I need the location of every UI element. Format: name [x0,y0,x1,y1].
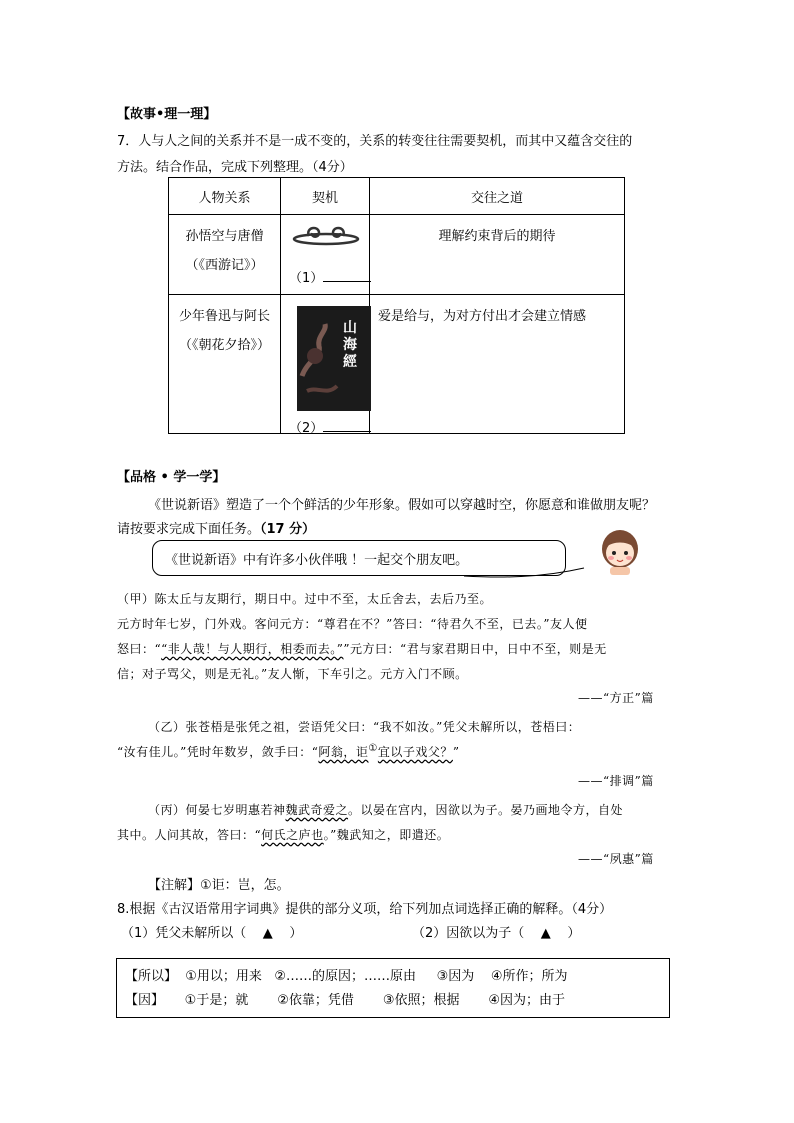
blank-1: （1） [289,267,371,286]
passage-jia-source: ——“方正”篇 [578,691,654,705]
passage-bing-source: ——“夙惠”篇 [578,852,654,866]
table-header-cell: 交往之道 [370,178,625,215]
passage-jia-line1: （甲）陈太丘与友期行，期日中。过中不至，太丘舍去，去后乃至。 [117,592,493,606]
table-row [169,295,625,434]
passage-yi-line1: （乙）张苍梧是张凭之祖，尝语凭父曰：“我不如汝。”凭父未解所以，苍梧曰： [148,720,581,734]
work-title: （《西游记》） [185,258,264,273]
passage-jia-line4: 信；对子骂父，则是无礼。”友人惭，下车引之。元方入门不顾。 [117,667,468,681]
way-text: 爱是给与，为对方付出才会建立情感 [378,309,587,324]
table-header-cell: 契机 [281,178,370,215]
way-text: 理解约束背后的期待 [438,229,556,244]
definition-row-suoyi: 【所以】 ①用以；用来 ②……的原因；……原由 ③因为 ④所作；所为 [125,969,568,984]
intro-line1: 《世说新语》塑造了一个个鲜活的少年形象。假如可以穿越时空，你愿意和谁做朋友呢？ [148,498,656,513]
q7-line2: 方法。结合作品，完成下列整理。（4分） [117,160,353,175]
q8-stem: 8.根据《古汉语常用字词典》提供的部分义项，给下列加点词选择正确的解释。（4分） [117,902,613,917]
q7-table [168,177,625,434]
golden-headband-icon [291,223,361,249]
passage-yi-source: ——“排调”篇 [578,774,654,788]
work-title: （《朝花夕拾》） [178,338,270,353]
cartoon-girl-icon [598,527,642,577]
book-title: 山 海 經 [343,320,357,370]
definition-box [116,958,670,1018]
passage-bing-line1: （丙）何晏七岁明惠若神魏武奇爱之。以晏在宫内，因欲以为子。晏乃画地令方，自处 [148,803,624,817]
table-header-cell: 人物关系 [169,178,281,215]
intro-line2: 请按要求完成下面任务。（17 分） [117,522,316,537]
passage-jia-line3: 怒曰：““非人哉！与人期行，相委而去。””元方曰：“君与家君期日中，日中不至，则是无 [117,642,607,656]
book-cover-image [297,306,371,411]
speech-bubble-text: 《世说新语》中有许多小伙伴哦 ！一起交个朋友吧。 [165,553,469,568]
annotation: 【注解】①讵：岂，怎。 [148,878,290,893]
relation-text: 孙悟空与唐僧 [185,229,264,244]
q8-item1: （1）凭父未解所以（ ▲ ） [121,926,303,941]
blank-2: （2） [289,417,371,436]
section-header-story: 【故事•理一理】 [117,107,217,122]
relation-text: 少年鲁迅与阿长 [178,309,270,324]
definition-row-yin: 【因】 ①于是；就 ②依靠；凭借 ③依照；根据 ④因为；由于 [125,993,566,1008]
q7-line1: 7．人与人之间的关系并不是一成不变的，关系的转变往往需要契机，而其中又蕴含交往的 [117,134,633,149]
passage-yi-line2: “汝有佳儿。”凭时年数岁，敛手曰：“阿翁，讵①宜以子戏父？” [117,743,460,759]
passage-jia-line2: 元方时年七岁，门外戏。客问元方：“尊君在不？”答曰：“待君久不至，已去。”友人便 [117,617,588,631]
q8-item2: （2）因欲以为子（ ▲ ） [412,926,581,941]
section-header-quality: 【品格 • 学一学】 [117,470,226,485]
table-row [169,215,625,295]
speech-bubble-tail [460,566,590,580]
passage-bing-line2: 其中。人问其故，答曰：“何氏之庐也。”魏武知之，即遣还。 [117,828,450,842]
note-marker: ① [368,743,378,754]
